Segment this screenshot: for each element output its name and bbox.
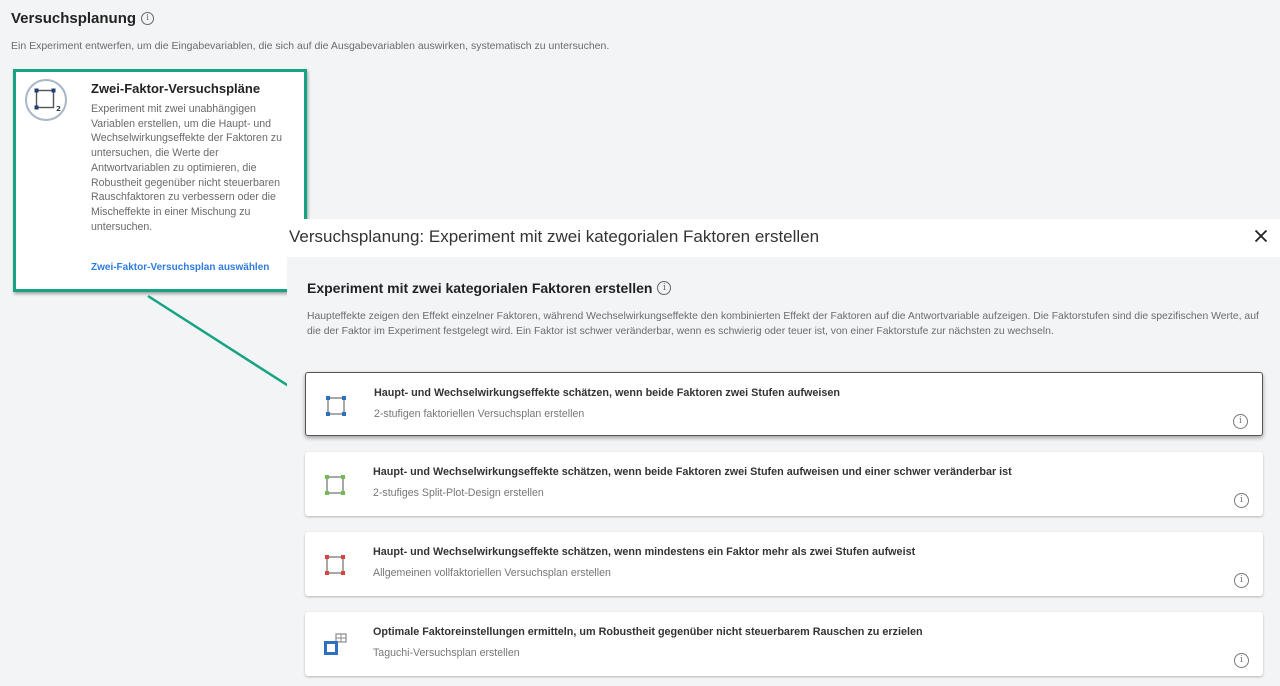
option-two-level-factorial[interactable] [305, 372, 1263, 436]
option-info-button[interactable] [1233, 410, 1248, 429]
section-title-text: Experiment mit zwei kategorialen Faktoren erstellen [307, 280, 653, 296]
option-title: Haupt- und Wechselwirkungseffekte schätzen, wenn mindestens ein Faktor mehr als zwei Stufen aufweist [373, 546, 916, 558]
option-taguchi[interactable] [305, 612, 1263, 676]
option-general-full-factorial[interactable] [305, 532, 1263, 596]
option-title: Optimale Faktoreinstellungen ermitteln, um Robustheit gegenüber nicht steuerbarem Rauschen zu erzielen [373, 626, 923, 638]
page-title [11, 10, 154, 27]
option-title: Haupt- und Wechselwirkungseffekte schätzen, wenn beide Faktoren zwei Stufen aufweisen und einer schwer veränderbar ist [373, 466, 1012, 478]
option-info-button[interactable] [1234, 649, 1249, 668]
dialog-header [287, 219, 1280, 257]
svg-text:2: 2 [56, 105, 61, 113]
option-subtitle: 2-stufigen faktoriellen Versuchsplan erstellen [374, 408, 585, 420]
close-button[interactable] [1250, 225, 1272, 247]
card-title: Zwei-Faktor-Versuchspläne [91, 81, 261, 96]
section-title [307, 280, 671, 296]
select-two-factor-design-link[interactable]: Zwei-Faktor-Versuchsplan auswählen [91, 262, 270, 273]
info-icon[interactable]: i [657, 281, 671, 295]
square-blue-icon [323, 393, 349, 419]
option-info-button[interactable] [1234, 569, 1249, 588]
option-split-plot[interactable] [305, 452, 1263, 516]
info-icon[interactable]: i [141, 12, 154, 25]
info-icon[interactable]: i [1233, 414, 1248, 429]
square-red-icon [322, 552, 348, 578]
page-subtitle: Ein Experiment entwerfen, um die Eingabevariablen, die sich auf die Ausgabevariablen auswirken, systematisch zu untersuchen. [11, 40, 610, 52]
option-info-button[interactable] [1234, 489, 1249, 508]
section-description: Haupteffekte zeigen den Effekt einzelner Faktoren, während Wechselwirkungseffekte den kombinierten Effekt der Faktoren auf die Antwortvariable aufzeigen. Die Faktorstufen sind die spezifischen Werte, auf die der Faktor im Experiment festgelegt wird. Ein Faktor ist schwer veränderbar, wenn es schwierig oder teuer ist, von einer Faktorstufe zur nächsten zu wechseln. [307, 311, 1259, 337]
info-icon[interactable]: i [1234, 573, 1249, 588]
card-description: Experiment mit zwei unabhängigen Variablen erstellen, um die Haupt- und Wechselwirkungseffekte der Faktoren zu untersuchen, die Werte der Antwortvariablen zu optimieren, die Robustheit gegenüber nicht steuerbaren Rauschfaktoren zu verbessern oder die Mischeffekte in einer Mischung zu untersuchen. [91, 103, 282, 233]
create-experiment-dialog [287, 219, 1280, 686]
close-icon[interactable] [1254, 229, 1268, 243]
option-subtitle: Allgemeinen vollfaktoriellen Versuchsplan erstellen [373, 567, 611, 579]
page-title-text: Versuchsplanung [11, 10, 137, 27]
dialog-title: Versuchsplanung: Experiment mit zwei kategorialen Faktoren erstellen [289, 227, 820, 246]
info-icon[interactable]: i [1234, 493, 1249, 508]
option-subtitle: 2-stufiges Split-Plot-Design erstellen [373, 487, 544, 499]
option-subtitle: Taguchi-Versuchsplan erstellen [373, 647, 520, 659]
two-factor-square-icon [25, 79, 67, 121]
taguchi-icon [322, 632, 348, 658]
option-title: Haupt- und Wechselwirkungseffekte schätzen, wenn beide Faktoren zwei Stufen aufweisen [374, 387, 840, 399]
two-factor-designs-card[interactable] [13, 69, 307, 292]
square-green-icon [322, 472, 348, 498]
info-icon[interactable]: i [1234, 653, 1249, 668]
